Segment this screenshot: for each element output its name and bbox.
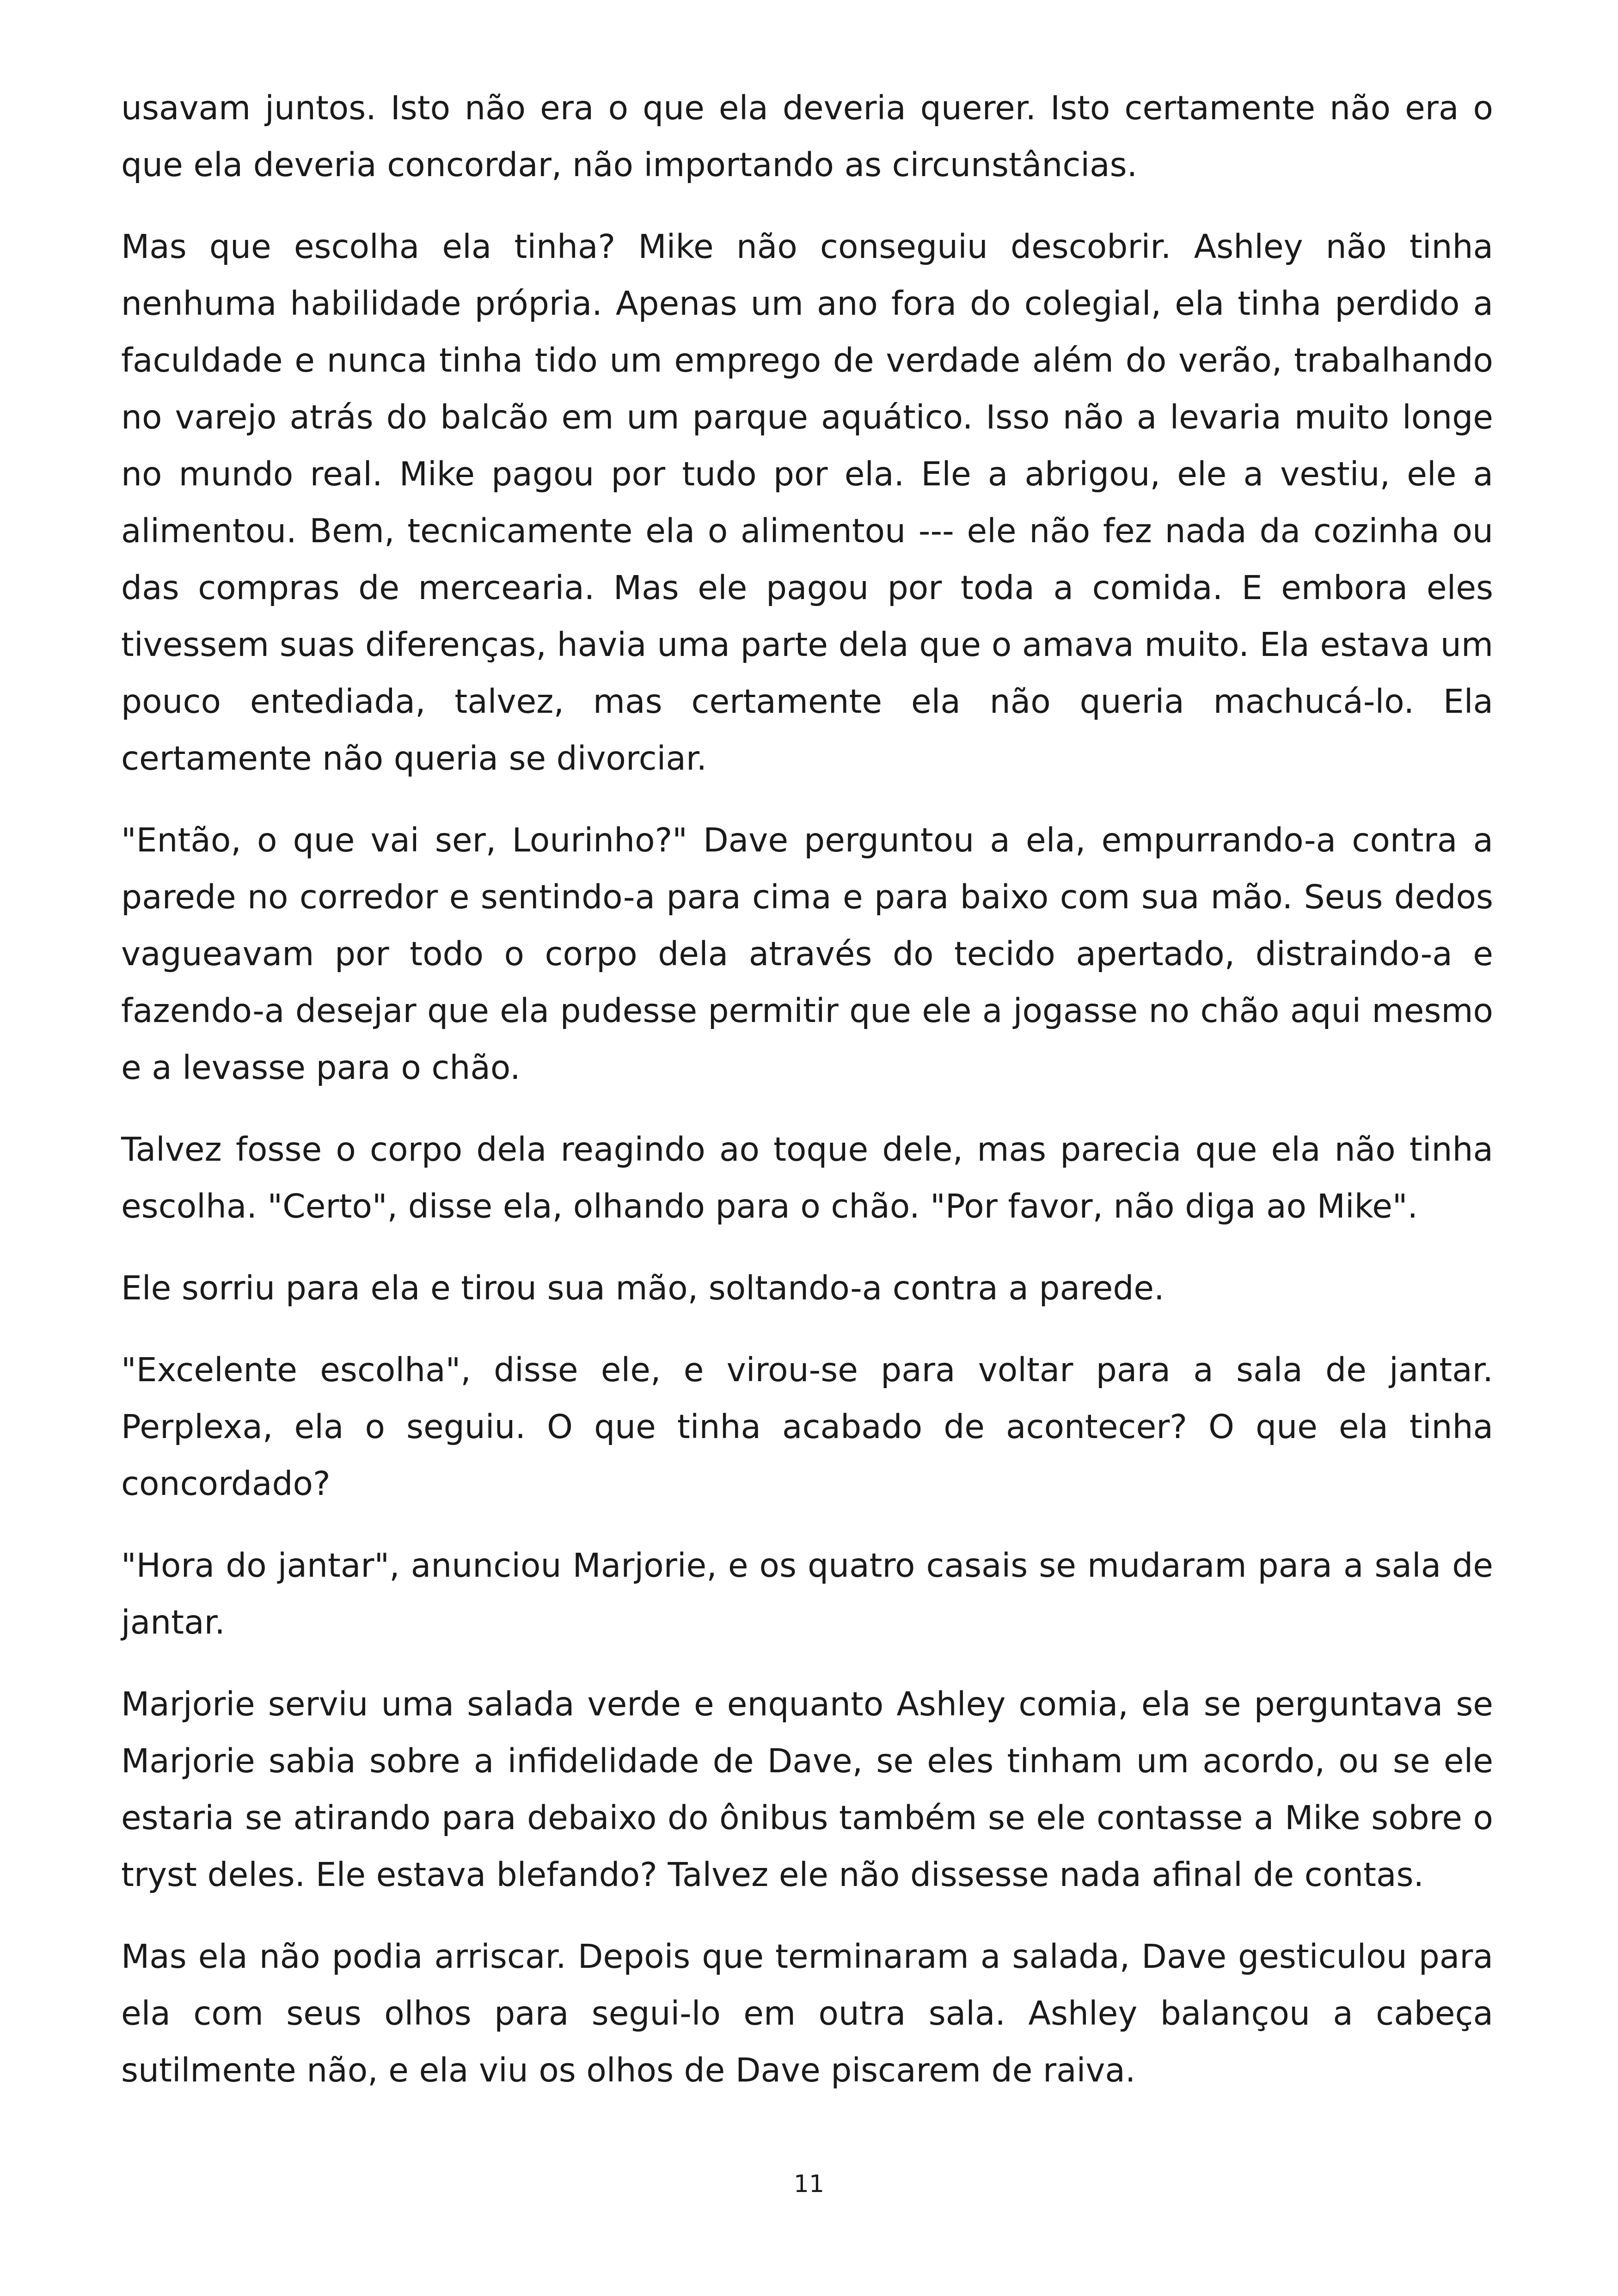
paragraph: Mas que escolha ela tinha? Mike não conseguiu descobrir. Ashley não tinha nenhuma habilidade própria. Apenas um ano fora do colegial, ela tinha perdido a faculdade e nunca tinha tido um emprego de verdade além do verão, trabalhando no varejo atrás do balcão em um parque aquático. Isso não a levaria muito longe no mundo real. Mike pagou por tudo por ela. Ele a abrigou, ele a vestiu, ele a alimentou. Bem, tecnicamente ela o alimentou --- ele não fez nada da cozinha ou das compras de mercearia. Mas ele pagou por toda a comida. E embora eles tivessem suas diferenças, havia uma parte dela que o amava muito. Ela estava um pouco entediada, talvez, mas certamente ela não queria machucá-lo. Ela certamente não queria se divorciar. [121,227,1493,778]
page-number: 11 [793,2170,825,2198]
paragraph: "Hora do jantar", anunciou Marjorie, e os quatro casais se mudaram para a sala de jantar. [121,1546,1493,1641]
paragraph: Ele sorriu para ela e tirou sua mão, soltando-a contra a parede. [121,1269,1164,1307]
body-text [121,80,1493,2124]
paragraph: "Excelente escolha", disse ele, e virou-se para voltar para a sala de jantar. Perplexa, ela o seguiu. O que tinha acabado de acontecer? O que ela tinha concordado? [121,1351,1493,1503]
paragraph: Talvez fosse o corpo dela reagindo ao toque dele, mas parecia que ela não tinha escolha. "Certo", disse ela, olhando para o chão. "Por favor, não diga ao Mike". [121,1130,1493,1225]
paragraph: "Então, o que vai ser, Lourinho?" Dave perguntou a ela, empurrando-a contra a parede no corredor e sentindo-a para cima e para baixo com sua mão. Seus dedos vagueavam por todo o corpo dela através do tecido apertado, distraindo-a e fazendo-a desejar que ela pudesse permitir que ele a jogasse no chão aqui mesmo e a levasse para o chão. [121,821,1493,1087]
paragraph: Marjorie serviu uma salada verde e enquanto Ashley comia, ela se perguntava se Marjorie sabia sobre a infidelidade de Dave, se eles tinham um acordo, ou se ele estaria se atirando para debaixo do ônibus também se ele contasse a Mike sobre o tryst deles. Ele estava blefando? Talvez ele não dissesse nada afinal de contas. [121,1685,1493,1894]
paragraph: usavam juntos. Isto não era o que ela deveria querer. Isto certamente não era o que ela deveria concordar, não importando as circunstâncias. [121,89,1493,184]
paragraph: Mas ela não podia arriscar. Depois que terminaram a salada, Dave gesticulou para ela com seus olhos para segui-lo em outra sala. Ashley balançou a cabeça sutilmente não, e ela viu os olhos de Dave piscarem de raiva. [121,1937,1493,2089]
